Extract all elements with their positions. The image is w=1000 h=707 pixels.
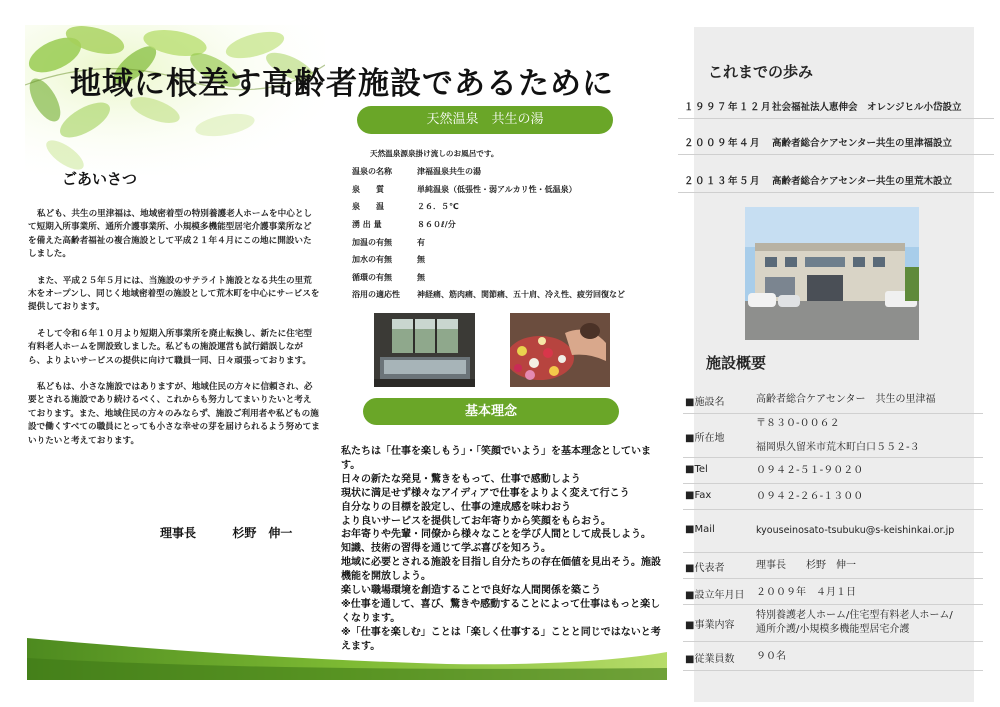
history-text: 高齢者総合ケアセンター共生の里津福設立 [772, 138, 953, 149]
table-row [352, 286, 625, 304]
facility-value: 特別養護老人ホーム/住宅型有料老人ホーム/ [756, 610, 953, 621]
spec-value: ２６．５℃ [417, 202, 459, 212]
page-title: 地域に根差す高齢者施設であるために [70, 66, 614, 102]
facility-row [683, 388, 983, 414]
facility-row [683, 553, 983, 579]
spec-value: 単純温泉（低張性・弱アルカリ性・低温泉） [417, 184, 577, 194]
facility-value[interactable]: kyouseinosato-tsubuku@s-keishinkai.or.jp [756, 525, 955, 536]
facility-row [683, 484, 983, 510]
spec-key: 循環の有無 [352, 272, 392, 282]
history-item [678, 130, 994, 155]
onsen-heading: 天然温泉 共生の湯 [357, 106, 613, 134]
philosophy-line: 私たちは「仕事を楽しもう」・「笑顔でいよう」を基本理念としています。 [341, 446, 651, 471]
facility-row [683, 510, 983, 553]
philosophy-line: ※仕事を通して、喜び、驚きや感動することによって仕事はもっと楽しくなります。 [341, 598, 661, 624]
facility-key: ■設立年月日 [685, 590, 745, 601]
philosophy-text [341, 445, 661, 654]
spec-key: 浴用の適応性 [352, 290, 400, 300]
table-row [352, 163, 625, 181]
history-item [678, 94, 994, 119]
greeting-paragraph: 私どもは、小さな施設ではありますが、地域住民の方々に信頼され、必要とされる施設であり続けるべく、これからも努力してまいりたいと考えております。また、地域住民の方々のみならず、施設ご利用者や私どもの施設で働くすべての職員にとっても小さな幸せの芽を届けられるよう努めてまいりたいと考えております。 [28, 382, 320, 446]
facility-row [683, 458, 983, 484]
facility-key: ■Mail [685, 524, 715, 535]
history-text: 社会福祉法人恵伸会 オレンジヒル小岱設立 [772, 102, 962, 113]
table-row [352, 198, 625, 216]
facility-value: ０９４２-５１-９０２０ [756, 465, 864, 476]
spec-key: 加水の有無 [352, 255, 392, 265]
facility-value: 理事長 杉野 伸一 [756, 560, 856, 571]
facility-value: 通所介護/小規模多機能型居宅介護 [756, 624, 910, 635]
philosophy-line: 現状に満足せず様々なアイディアで仕事をよりよく変えて行こう [341, 487, 630, 499]
philosophy-line: 地域に必要とされる施設を目指し自分たちの存在価値を見出そう。施設機能を開放しよう。 [341, 557, 661, 583]
spec-value: 有 [417, 237, 425, 247]
history-text: 高齢者総合ケアセンター共生の里荒木設立 [772, 176, 953, 187]
history-heading: これまでの歩み [708, 63, 814, 81]
facility-value: ２００９年 ４月１日 [756, 587, 856, 598]
facility-row [683, 642, 983, 671]
spec-value: 津福温泉共生の湯 [417, 167, 481, 177]
onsen-intro: 天然温泉源泉掛け流しのお風呂です。 [370, 149, 499, 158]
philosophy-heading: 基本理念 [363, 398, 619, 425]
philosophy-line: ※「仕事を楽しむ」ことは「楽しく仕事する」ことと同じではないと考えます。 [341, 626, 661, 652]
spec-key: 湧 出 量 [352, 220, 382, 230]
facility-key: ■施設名 [685, 397, 725, 408]
greeting-heading: ごあいさつ [62, 170, 138, 188]
spec-key: 加温の有無 [352, 237, 392, 247]
facility-heading: 施設概要 [706, 354, 767, 372]
greeting-paragraph: そして令和６年１０月より短期入所事業所を廃止転換し、新たに住宅型有料老人ホームを開設致しました。私どもの施設運営も試行錯誤しながら、よりよいサービスの提供に向けて職員一同、日々頑張っております。 [28, 328, 313, 366]
table-row [352, 233, 625, 251]
facility-key: ■所在地 [685, 433, 725, 444]
green-grass-decoration [27, 628, 667, 680]
philosophy-line: 自分なりの目標を設定し、仕事の達成感を味わおう [341, 501, 571, 513]
greeting-paragraph: 私ども、共生の里津福は、地域密着型の特別養護老人ホームを中心として短期入所事業所、通所介護事業所、小規模多機能型居宅介護事業所などを備えた高齢者福祉の複合施設として平成２１年４月にこの地に開設いたしました。 [28, 209, 313, 260]
facility-key: ■従業員数 [685, 654, 735, 665]
spec-value: ８６０ℓ/分 [417, 220, 456, 230]
history-item [678, 168, 994, 193]
spec-key: 温泉の名称 [352, 167, 392, 177]
facility-value: ０９４２-２６-１３００ [756, 491, 864, 502]
facility-key: ■Tel [685, 464, 708, 475]
table-row [352, 216, 625, 234]
signature [160, 524, 292, 541]
signature-name: 杉野 伸一 [232, 526, 293, 540]
facility-value: 高齢者総合ケアセンター 共生の里津福 [756, 394, 936, 405]
signature-role: 理事長 [160, 526, 197, 540]
facility-key: ■事業内容 [685, 620, 735, 631]
bath-interior-photo [374, 313, 475, 387]
spec-value: 無 [417, 272, 425, 282]
table-row [352, 181, 625, 199]
spec-value: 神経痛、筋肉痛、関節痛、五十肩、冷え性、疲労回復など [417, 290, 625, 300]
philosophy-line: 楽しい職場環境を創造することで良好な人間関係を築こう [341, 585, 601, 597]
philosophy-line: より良いサービスを提供してお年寄りから笑顔をもらおう。 [341, 515, 611, 527]
facility-row [683, 414, 983, 458]
greeting-paragraph: また、平成２５年５月には、当施設のサテライト施設となる共生の里荒木をオープンし、同じく地域密着型の施設として荒木町を中心にサービスを提供しております。 [28, 275, 320, 313]
flower-bath-photo [510, 313, 610, 387]
spec-key: 泉 質 [352, 184, 384, 194]
philosophy-line: お年寄りや先輩・同僚から様々なことを学び人間として成長しよう。 [341, 529, 651, 541]
facility-value: 福岡県久留米市荒木町白口５５２-３ [756, 442, 920, 453]
history-date: ２００９年４月 [684, 138, 762, 149]
greeting-body [28, 208, 320, 461]
facility-building-photo [745, 207, 919, 340]
facility-key: ■Fax [685, 490, 712, 501]
spec-value: 無 [417, 255, 425, 265]
philosophy-line: 日々の新たな発見・驚きをもって、仕事で感動しよう [341, 473, 581, 485]
spec-key: 泉 温 [352, 202, 384, 212]
facility-row [683, 605, 983, 642]
facility-value: ９０名 [756, 651, 786, 662]
table-row [352, 251, 625, 269]
table-row [352, 269, 625, 287]
history-date: １９９７年１２月 [684, 102, 773, 113]
facility-row [683, 579, 983, 605]
facility-key: ■代表者 [685, 563, 725, 574]
facility-value: 〒８３０-００６２ [756, 418, 840, 429]
philosophy-line: 知識、技術の習得を通じて学ぶ喜びを知ろう。 [341, 543, 551, 555]
onsen-spec-table [352, 163, 625, 304]
history-date: ２０１３年５月 [684, 176, 762, 187]
